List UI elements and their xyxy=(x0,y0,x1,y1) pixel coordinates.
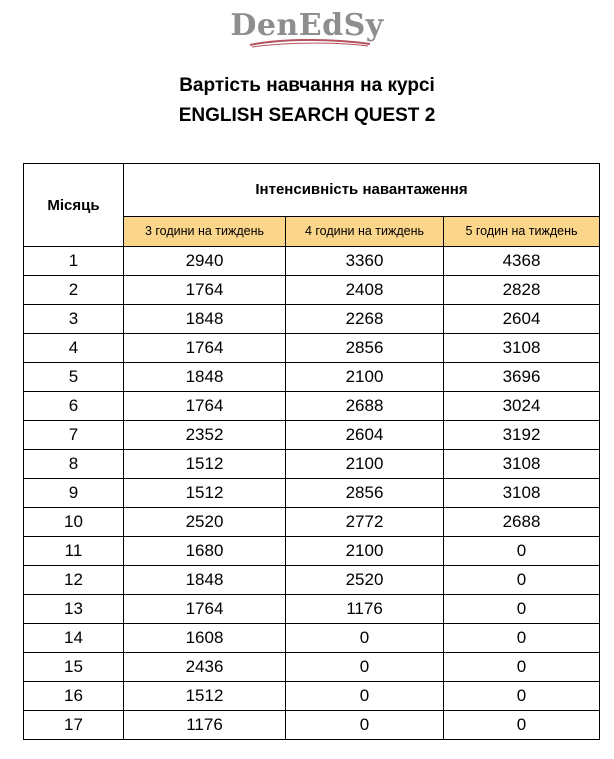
cost-5-hours-cell: 0 xyxy=(444,711,600,740)
logo-swoosh xyxy=(248,36,372,50)
column-header-3-hours: 3 години на тиждень xyxy=(124,216,286,246)
cost-5-hours-cell: 3696 xyxy=(444,363,600,392)
cost-table xyxy=(23,163,600,740)
table-row xyxy=(24,421,600,450)
cost-4-hours-cell: 0 xyxy=(286,624,444,653)
cost-5-hours-cell: 0 xyxy=(444,624,600,653)
cost-5-hours-cell: 0 xyxy=(444,682,600,711)
cost-3-hours-cell: 1680 xyxy=(124,537,286,566)
cost-4-hours-cell: 2520 xyxy=(286,566,444,595)
cost-4-hours-cell: 2772 xyxy=(286,508,444,537)
cost-5-hours-cell: 0 xyxy=(444,566,600,595)
cost-3-hours-cell: 1512 xyxy=(124,450,286,479)
cost-4-hours-cell: 2856 xyxy=(286,479,444,508)
cost-5-hours-cell: 3108 xyxy=(444,334,600,363)
month-cell: 11 xyxy=(24,537,124,566)
table-row xyxy=(24,247,600,276)
cost-4-hours-cell: 0 xyxy=(286,711,444,740)
cost-3-hours-cell: 2436 xyxy=(124,653,286,682)
cost-4-hours-cell: 1176 xyxy=(286,595,444,624)
month-cell: 4 xyxy=(24,334,124,363)
cost-5-hours-cell: 0 xyxy=(444,653,600,682)
month-cell: 14 xyxy=(24,624,124,653)
cost-3-hours-cell: 2520 xyxy=(124,508,286,537)
month-cell: 3 xyxy=(24,305,124,334)
cost-5-hours-cell: 4368 xyxy=(444,247,600,276)
table-row xyxy=(24,508,600,537)
cost-3-hours-cell: 1176 xyxy=(124,711,286,740)
cost-4-hours-cell: 2856 xyxy=(286,334,444,363)
table-row xyxy=(24,276,600,305)
cost-4-hours-cell: 0 xyxy=(286,653,444,682)
page-title-line1: Вартість навчання на курсі xyxy=(179,75,435,96)
cost-3-hours-cell: 1764 xyxy=(124,334,286,363)
month-cell: 9 xyxy=(24,479,124,508)
cost-3-hours-cell: 1764 xyxy=(124,392,286,421)
table-row xyxy=(24,479,600,508)
month-cell: 1 xyxy=(24,247,124,276)
table-row xyxy=(24,595,600,624)
logo-text: DenEdSy xyxy=(230,8,384,43)
month-cell: 16 xyxy=(24,682,124,711)
cost-4-hours-cell: 2100 xyxy=(286,363,444,392)
cost-3-hours-cell: 1512 xyxy=(124,479,286,508)
cost-4-hours-cell: 2604 xyxy=(286,421,444,450)
table-row xyxy=(24,537,600,566)
table-row xyxy=(24,653,600,682)
table-header-row xyxy=(24,164,600,217)
cost-3-hours-cell: 2940 xyxy=(124,247,286,276)
cost-4-hours-cell: 2100 xyxy=(286,537,444,566)
cost-5-hours-cell: 0 xyxy=(444,595,600,624)
month-cell: 10 xyxy=(24,508,124,537)
table-row xyxy=(24,363,600,392)
month-cell: 17 xyxy=(24,711,124,740)
column-header-5-hours: 5 годин на тиждень xyxy=(444,216,600,246)
cost-3-hours-cell: 2352 xyxy=(124,421,286,450)
cost-4-hours-cell: 0 xyxy=(286,682,444,711)
cost-5-hours-cell: 3192 xyxy=(444,421,600,450)
cost-3-hours-cell: 1848 xyxy=(124,566,286,595)
table-row xyxy=(24,624,600,653)
table-body xyxy=(24,247,600,740)
table-row xyxy=(24,711,600,740)
cost-4-hours-cell: 2408 xyxy=(286,276,444,305)
cost-5-hours-cell: 3108 xyxy=(444,479,600,508)
cost-5-hours-cell: 2604 xyxy=(444,305,600,334)
cost-4-hours-cell: 3360 xyxy=(286,247,444,276)
table-row xyxy=(24,334,600,363)
month-cell: 12 xyxy=(24,566,124,595)
cost-5-hours-cell: 2828 xyxy=(444,276,600,305)
table-row xyxy=(24,566,600,595)
month-column-header: Місяць xyxy=(24,164,124,247)
cost-4-hours-cell: 2100 xyxy=(286,450,444,479)
cost-5-hours-cell: 0 xyxy=(444,537,600,566)
table-row xyxy=(24,305,600,334)
cost-3-hours-cell: 1848 xyxy=(124,305,286,334)
month-cell: 2 xyxy=(24,276,124,305)
cost-5-hours-cell: 3108 xyxy=(444,450,600,479)
cost-4-hours-cell: 2268 xyxy=(286,305,444,334)
cost-3-hours-cell: 1512 xyxy=(124,682,286,711)
column-header-4-hours: 4 години на тиждень xyxy=(286,216,444,246)
cost-3-hours-cell: 1764 xyxy=(124,595,286,624)
month-cell: 13 xyxy=(24,595,124,624)
month-cell: 15 xyxy=(24,653,124,682)
table-row xyxy=(24,682,600,711)
month-cell: 8 xyxy=(24,450,124,479)
cost-3-hours-cell: 1848 xyxy=(124,363,286,392)
month-cell: 7 xyxy=(24,421,124,450)
month-cell: 6 xyxy=(24,392,124,421)
cost-3-hours-cell: 1608 xyxy=(124,624,286,653)
intensity-group-header: Інтенсивність навантаження xyxy=(124,164,600,217)
table-row xyxy=(24,392,600,421)
month-cell: 5 xyxy=(24,363,124,392)
page-title-line2: ENGLISH SEARCH QUEST 2 xyxy=(178,105,436,126)
cost-5-hours-cell: 2688 xyxy=(444,508,600,537)
cost-4-hours-cell: 2688 xyxy=(286,392,444,421)
table-row xyxy=(24,450,600,479)
cost-3-hours-cell: 1764 xyxy=(124,276,286,305)
cost-5-hours-cell: 3024 xyxy=(444,392,600,421)
